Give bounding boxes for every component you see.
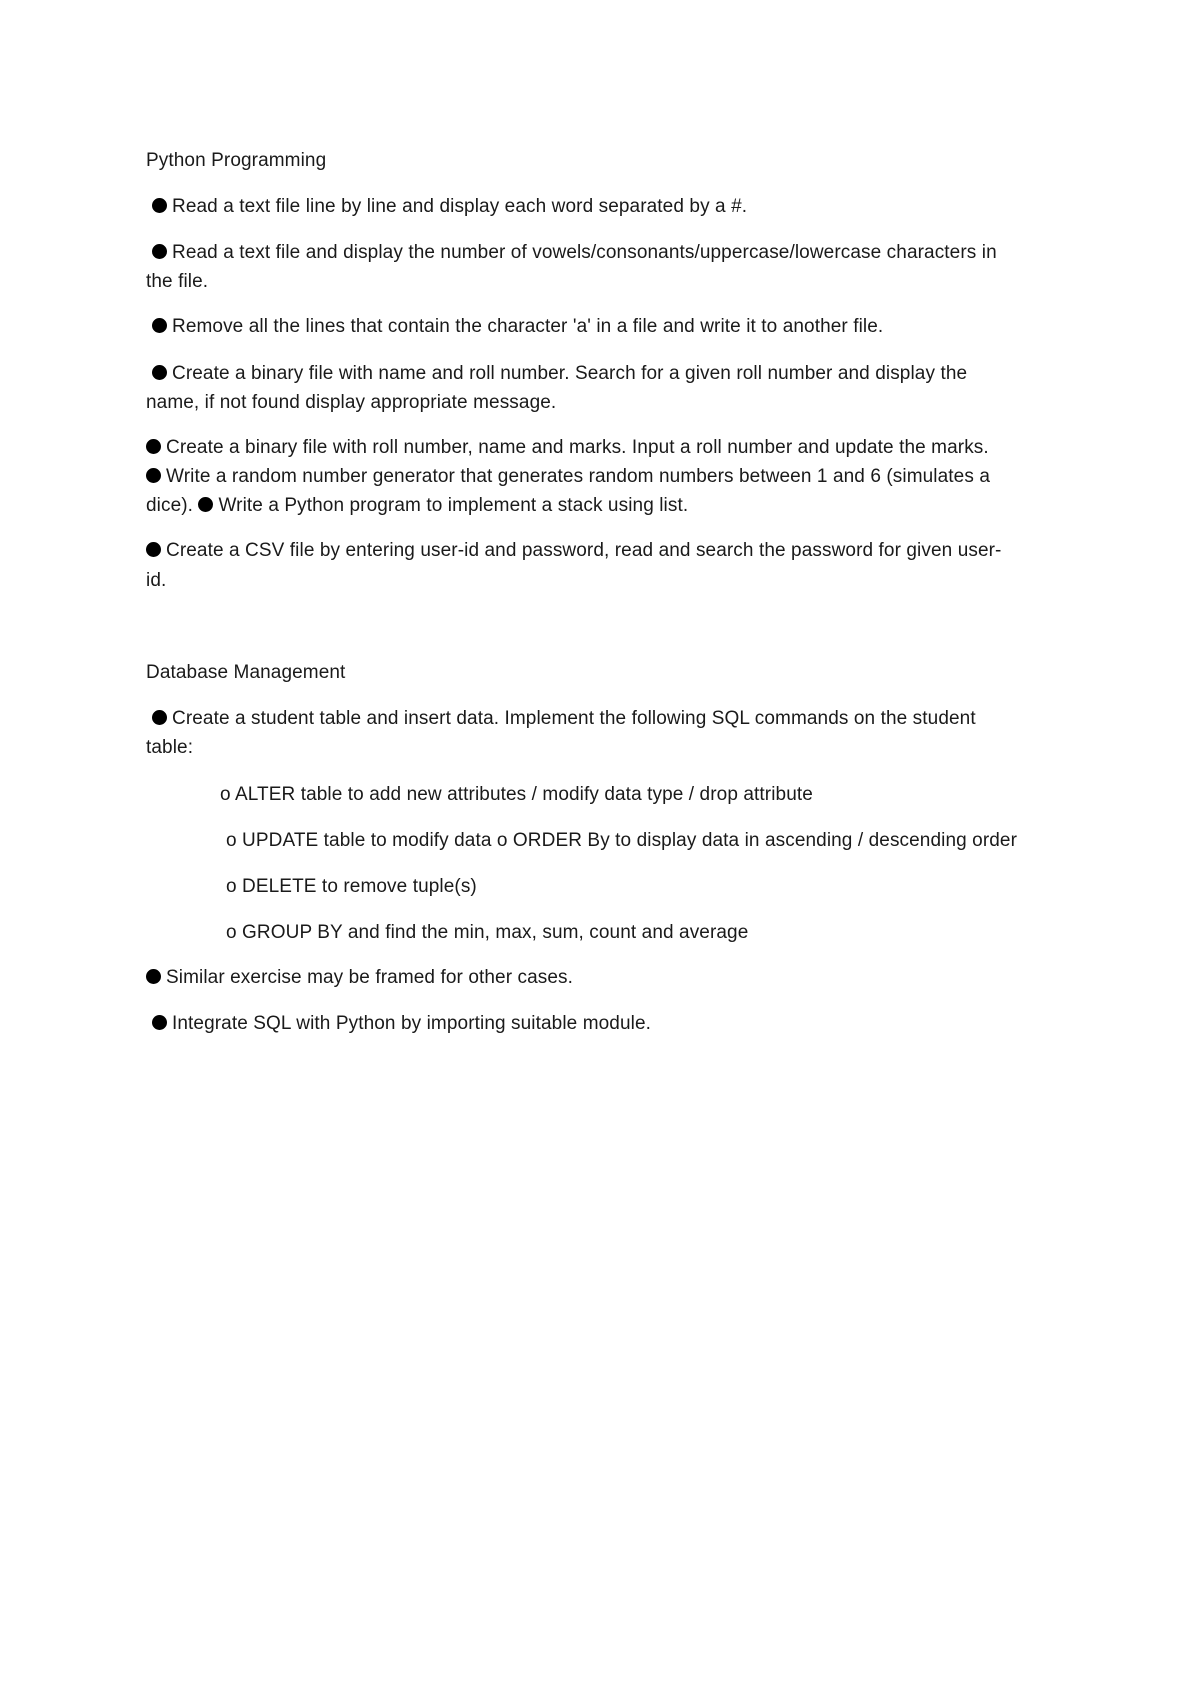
python-item-1 bbox=[152, 192, 747, 221]
python-item-8-text-line1: Create a CSV file by entering user-id and password, read and search the password for given user- bbox=[166, 540, 1002, 561]
bullet-icon bbox=[146, 542, 161, 557]
python-item-7-text: Write a Python program to implement a stack using list. bbox=[218, 495, 689, 516]
python-item-5 bbox=[146, 433, 989, 462]
bullet-icon bbox=[146, 468, 161, 483]
database-subitem-delete: o DELETE to remove tuple(s) bbox=[226, 876, 477, 897]
python-section-heading: Python Programming bbox=[146, 150, 327, 171]
python-item-8 bbox=[146, 536, 1001, 565]
bullet-icon bbox=[152, 365, 167, 380]
python-item-1-text: Read a text file line by line and display each word separated by a #. bbox=[172, 196, 748, 217]
bullet-icon bbox=[146, 969, 161, 984]
bullet-icon bbox=[198, 497, 213, 512]
python-item-2-text-line1: Read a text file and display the number of vowels/consonants/uppercase/lowercase characters in bbox=[172, 242, 997, 263]
bullet-icon bbox=[152, 244, 167, 259]
database-item-2 bbox=[146, 963, 573, 992]
python-item-4 bbox=[152, 359, 967, 388]
python-item-5-text: Create a binary file with roll number, name and marks. Input a roll number and update the marks. bbox=[166, 437, 989, 458]
python-item-4-text-line1: Create a binary file with name and roll number. Search for a given roll number and display the bbox=[172, 363, 968, 384]
bullet-icon bbox=[146, 439, 161, 454]
python-item-3 bbox=[152, 312, 883, 341]
python-item-6-text-line2: dice). bbox=[146, 495, 194, 516]
database-item-1-text-line1: Create a student table and insert data. Implement the following SQL commands on the student bbox=[172, 708, 976, 729]
bullet-icon bbox=[152, 198, 167, 213]
python-item-6-7-line bbox=[146, 491, 688, 520]
python-item-6 bbox=[146, 462, 990, 491]
database-subitem-group-by: o GROUP BY and find the min, max, sum, count and average bbox=[226, 922, 749, 943]
database-item-2-text: Similar exercise may be framed for other cases. bbox=[166, 967, 574, 988]
database-subitem-alter: o ALTER table to add new attributes / modify data type / drop attribute bbox=[220, 784, 813, 805]
python-item-2 bbox=[152, 238, 997, 267]
database-subitem-update: o UPDATE table to modify data o ORDER By to display data in ascending / descending order bbox=[226, 830, 1018, 851]
database-item-3 bbox=[152, 1009, 651, 1038]
python-item-2-text-line2: the file. bbox=[146, 271, 209, 292]
database-item-3-text: Integrate SQL with Python by importing suitable module. bbox=[172, 1013, 651, 1034]
bullet-icon bbox=[152, 1015, 167, 1030]
python-item-8-text-line2: id. bbox=[146, 570, 167, 591]
database-section-heading: Database Management bbox=[146, 662, 346, 683]
python-item-3-text: Remove all the lines that contain the character 'a' in a file and write it to another file. bbox=[172, 316, 884, 337]
database-item-1 bbox=[152, 704, 976, 733]
bullet-icon bbox=[152, 318, 167, 333]
python-item-6-text-line1: Write a random number generator that generates random numbers between 1 and 6 (simulates a bbox=[166, 466, 990, 487]
python-item-4-text-line2: name, if not found display appropriate message. bbox=[146, 392, 557, 413]
bullet-icon bbox=[152, 710, 167, 725]
database-item-1-text-line2: table: bbox=[146, 737, 194, 758]
